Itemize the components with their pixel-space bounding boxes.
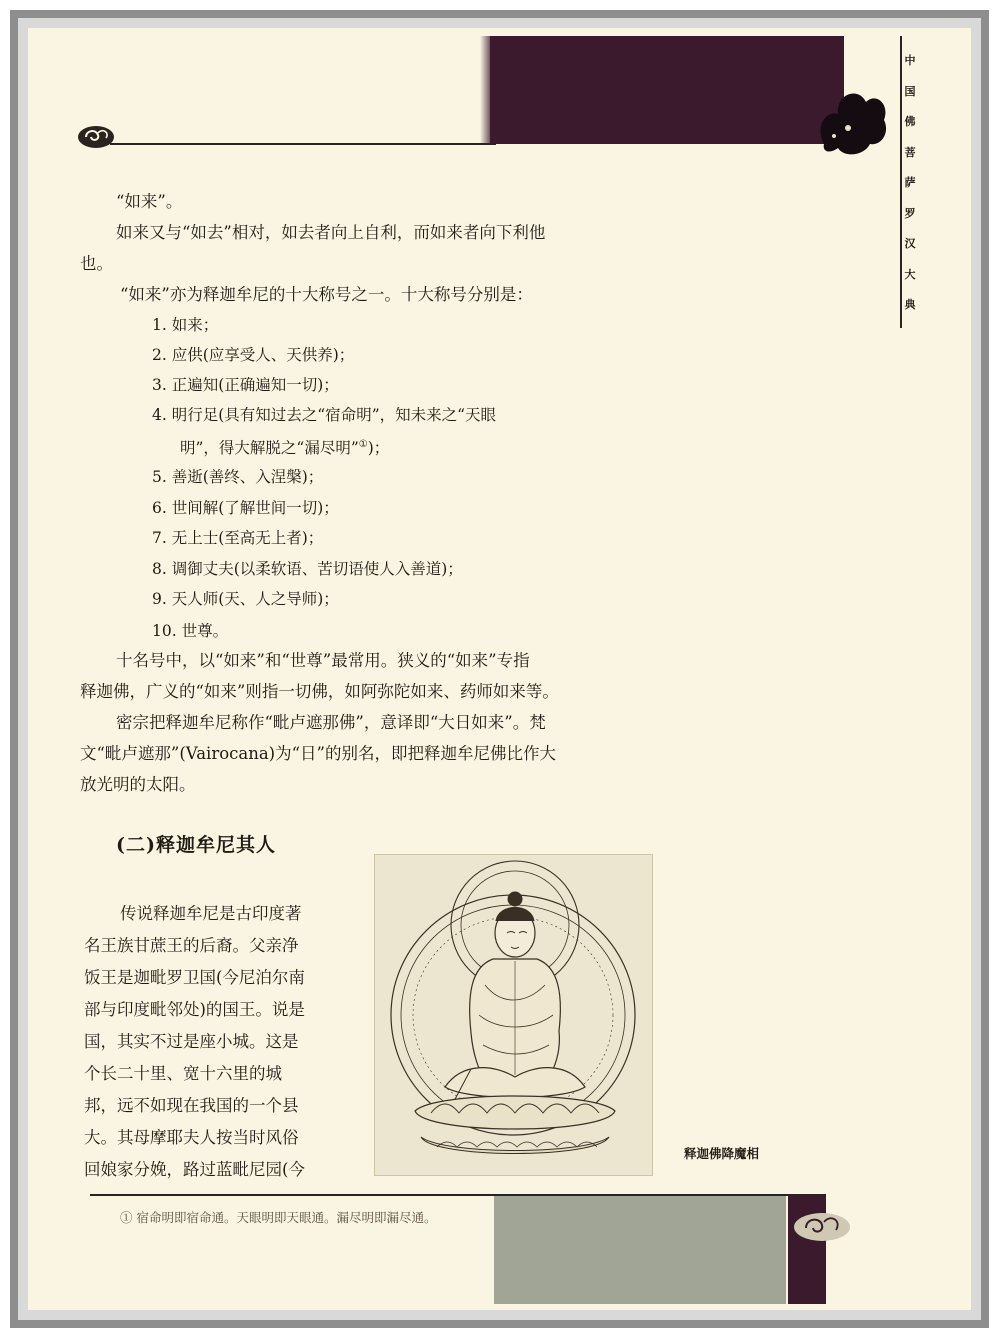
- section-heading: (二)释迦牟尼其人: [116, 834, 276, 856]
- list-item: 3. 正遍知(正确遍知一切)；: [152, 376, 339, 394]
- header-color-block: [490, 36, 844, 144]
- paragraph-line: 放光明的太阳。: [80, 775, 196, 794]
- paragraph-line: 十名号中，以“如来”和“世尊”最常用。狭义的“如来”专指: [116, 651, 530, 670]
- figure-caption: 释迦佛降魔相: [684, 1146, 760, 1161]
- paragraph-line: 释迦佛，广义的“如来”则指一切佛，如阿弥陀如来、药师如来等。: [80, 682, 559, 701]
- header-ornament-icon: [814, 74, 890, 160]
- buddha-illustration: [374, 854, 653, 1176]
- list-item: 1. 如来；: [152, 316, 219, 334]
- list-item: 8. 调御丈夫(以柔软语、苦切语使人入善道)；: [152, 560, 463, 578]
- column-line: 国，其实不过是座小城。这是: [84, 1032, 299, 1051]
- list-item: 6. 世间解(了解世间一切)；: [152, 499, 339, 517]
- paragraph-line: 密宗把释迦牟尼称作“毗卢遮那佛”，意译即“大日如来”。梵: [116, 713, 546, 732]
- column-line: 名王族甘蔗王的后裔。父亲净: [84, 936, 299, 955]
- footnote-reference: ①: [358, 439, 368, 450]
- list-item-tail: )；: [367, 439, 390, 458]
- paragraph-line: 也。: [80, 254, 113, 273]
- column-line: 部与印度毗邻处)的国王。说是: [84, 1000, 305, 1019]
- list-item: 9. 天人师(天、人之导师)；: [152, 590, 339, 608]
- list-item-continuation: [180, 430, 389, 464]
- list-item: 7. 无上士(至高无上者)；: [152, 529, 324, 547]
- list-item: 4. 明行足(具有知过去之“宿命明”，知未来之“天眼: [152, 406, 497, 424]
- footer-rule: [90, 1194, 826, 1196]
- column-line: 饭王是迦毗罗卫国(今尼泊尔南: [84, 968, 305, 987]
- list-item: 10. 世尊。: [152, 622, 229, 640]
- footer-cloud-ornament-icon: [792, 1210, 852, 1244]
- list-item-text: 明”，得大解脱之“漏尽明”: [180, 439, 359, 458]
- paragraph-line: “如来”亦为释迦牟尼的十大称号之一。十大称号分别是：: [120, 285, 533, 304]
- list-item: 5. 善逝(善终、入涅槃)；: [152, 468, 324, 486]
- header-rule: [110, 143, 496, 145]
- list-item: 2. 应供(应享受人、天供养)；: [152, 346, 355, 364]
- column-line: 邦，远不如现在我国的一个县: [84, 1096, 299, 1115]
- paragraph-line: “如来”。: [116, 192, 183, 211]
- column-line: 传说释迦牟尼是古印度著: [120, 904, 302, 923]
- vertical-book-title: 中 国 佛 菩 萨 罗 汉 大 典: [904, 54, 916, 311]
- footer-color-block: [494, 1196, 786, 1304]
- buddha-drawing-icon: [375, 855, 652, 1175]
- footnote: ① 宿命明即宿命通。天眼明即天眼通。漏尽明即漏尽通。: [120, 1210, 437, 1225]
- column-line: 个长二十里、宽十六里的城: [84, 1064, 282, 1083]
- paragraph-line: 文“毗卢遮那”(Vairocana)为“日”的别名，即把释迦牟尼佛比作大: [80, 744, 556, 763]
- cloud-scroll-ornament-icon: [76, 124, 116, 150]
- paragraph-line: 如来又与“如去”相对，如去者向上自利，而如来者向下利他: [116, 223, 546, 242]
- column-line: 大。其母摩耶夫人按当时风俗: [84, 1128, 299, 1147]
- column-line: 回娘家分娩，路过蓝毗尼园(今: [84, 1160, 305, 1179]
- book-page: [28, 28, 971, 1310]
